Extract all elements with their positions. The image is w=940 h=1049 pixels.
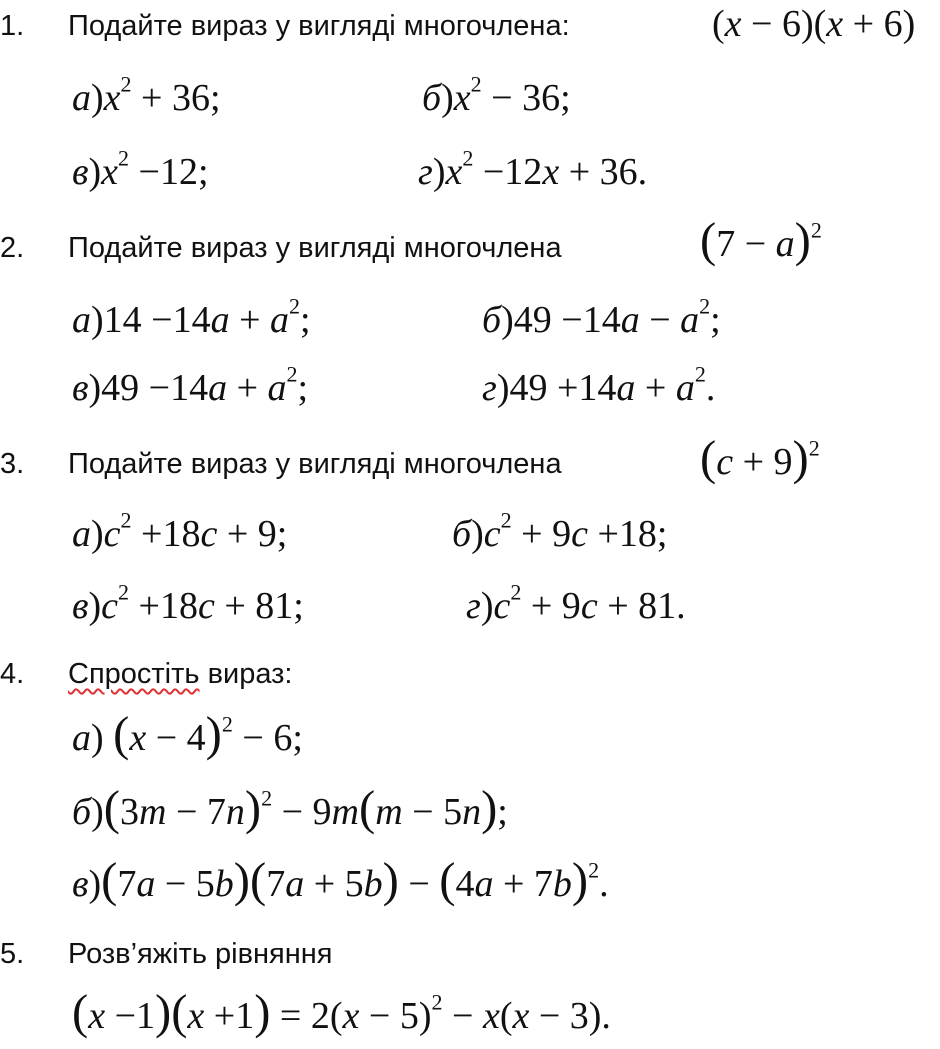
option-a: $а)14 -14a + a^2$; [72, 293, 311, 341]
option-c: $в)c^2 +18c + 81$; [72, 579, 304, 627]
question-expression: $(7 - a)^2$ [700, 213, 822, 267]
item-b: $б)(3m - 7n)^2 - 9m(m - 5n)$; [72, 781, 508, 835]
question-text: Подайте вираз у вигляді многочлена [68, 448, 562, 480]
option-d: $г)49 +14a + a^2$. [482, 361, 716, 409]
question-text: Подайте вираз у вигляді многочлена: [68, 10, 570, 42]
option-a: $а)c^2 +18c + 9$; [72, 507, 288, 555]
item-c: $в)(7a - 5b)(7a + 5b) - (4a + 7b)^2$. [72, 853, 609, 907]
option-d: $г)c^2 + 9c + 81$. [466, 579, 686, 627]
question-text: Розв’яжіть рівняння [68, 938, 333, 970]
option-b: $б)x^2 - 36$; [422, 71, 571, 119]
question-expression: $(c + 9)^2$ [700, 431, 820, 485]
question-expression: (x − 6)(x + 6) [712, 3, 916, 45]
question-number: 1. [0, 10, 25, 42]
question-number: 5. [0, 938, 25, 970]
item-a: а) $(x - 4)^2 - 6$; [72, 707, 303, 761]
option-b: $б)c^2 + 9c +18$; [452, 507, 668, 555]
option-c: $в)x^2 -12$; [72, 145, 209, 193]
question-number: 2. [0, 232, 25, 264]
option-a: $а)x^2 + 36$; [72, 71, 221, 119]
question-number: 3. [0, 448, 25, 480]
misspelled-word[interactable]: Спростіть [68, 658, 200, 690]
question-number: 4. [0, 658, 25, 690]
option-b: $б)49 -14a - a^2$; [482, 293, 721, 341]
option-d: $г)x^2 -12x + 36$. [418, 145, 648, 193]
option-c: $в)49 -14a + a^2$; [72, 361, 309, 409]
question-text: Спростіть вираз: [68, 658, 293, 690]
question-text: Подайте вираз у вигляді многочлена [68, 232, 562, 264]
equation: $(x -1)(x +1) = 2(x - 5)^2 - x(x - 3)$. [72, 985, 611, 1039]
